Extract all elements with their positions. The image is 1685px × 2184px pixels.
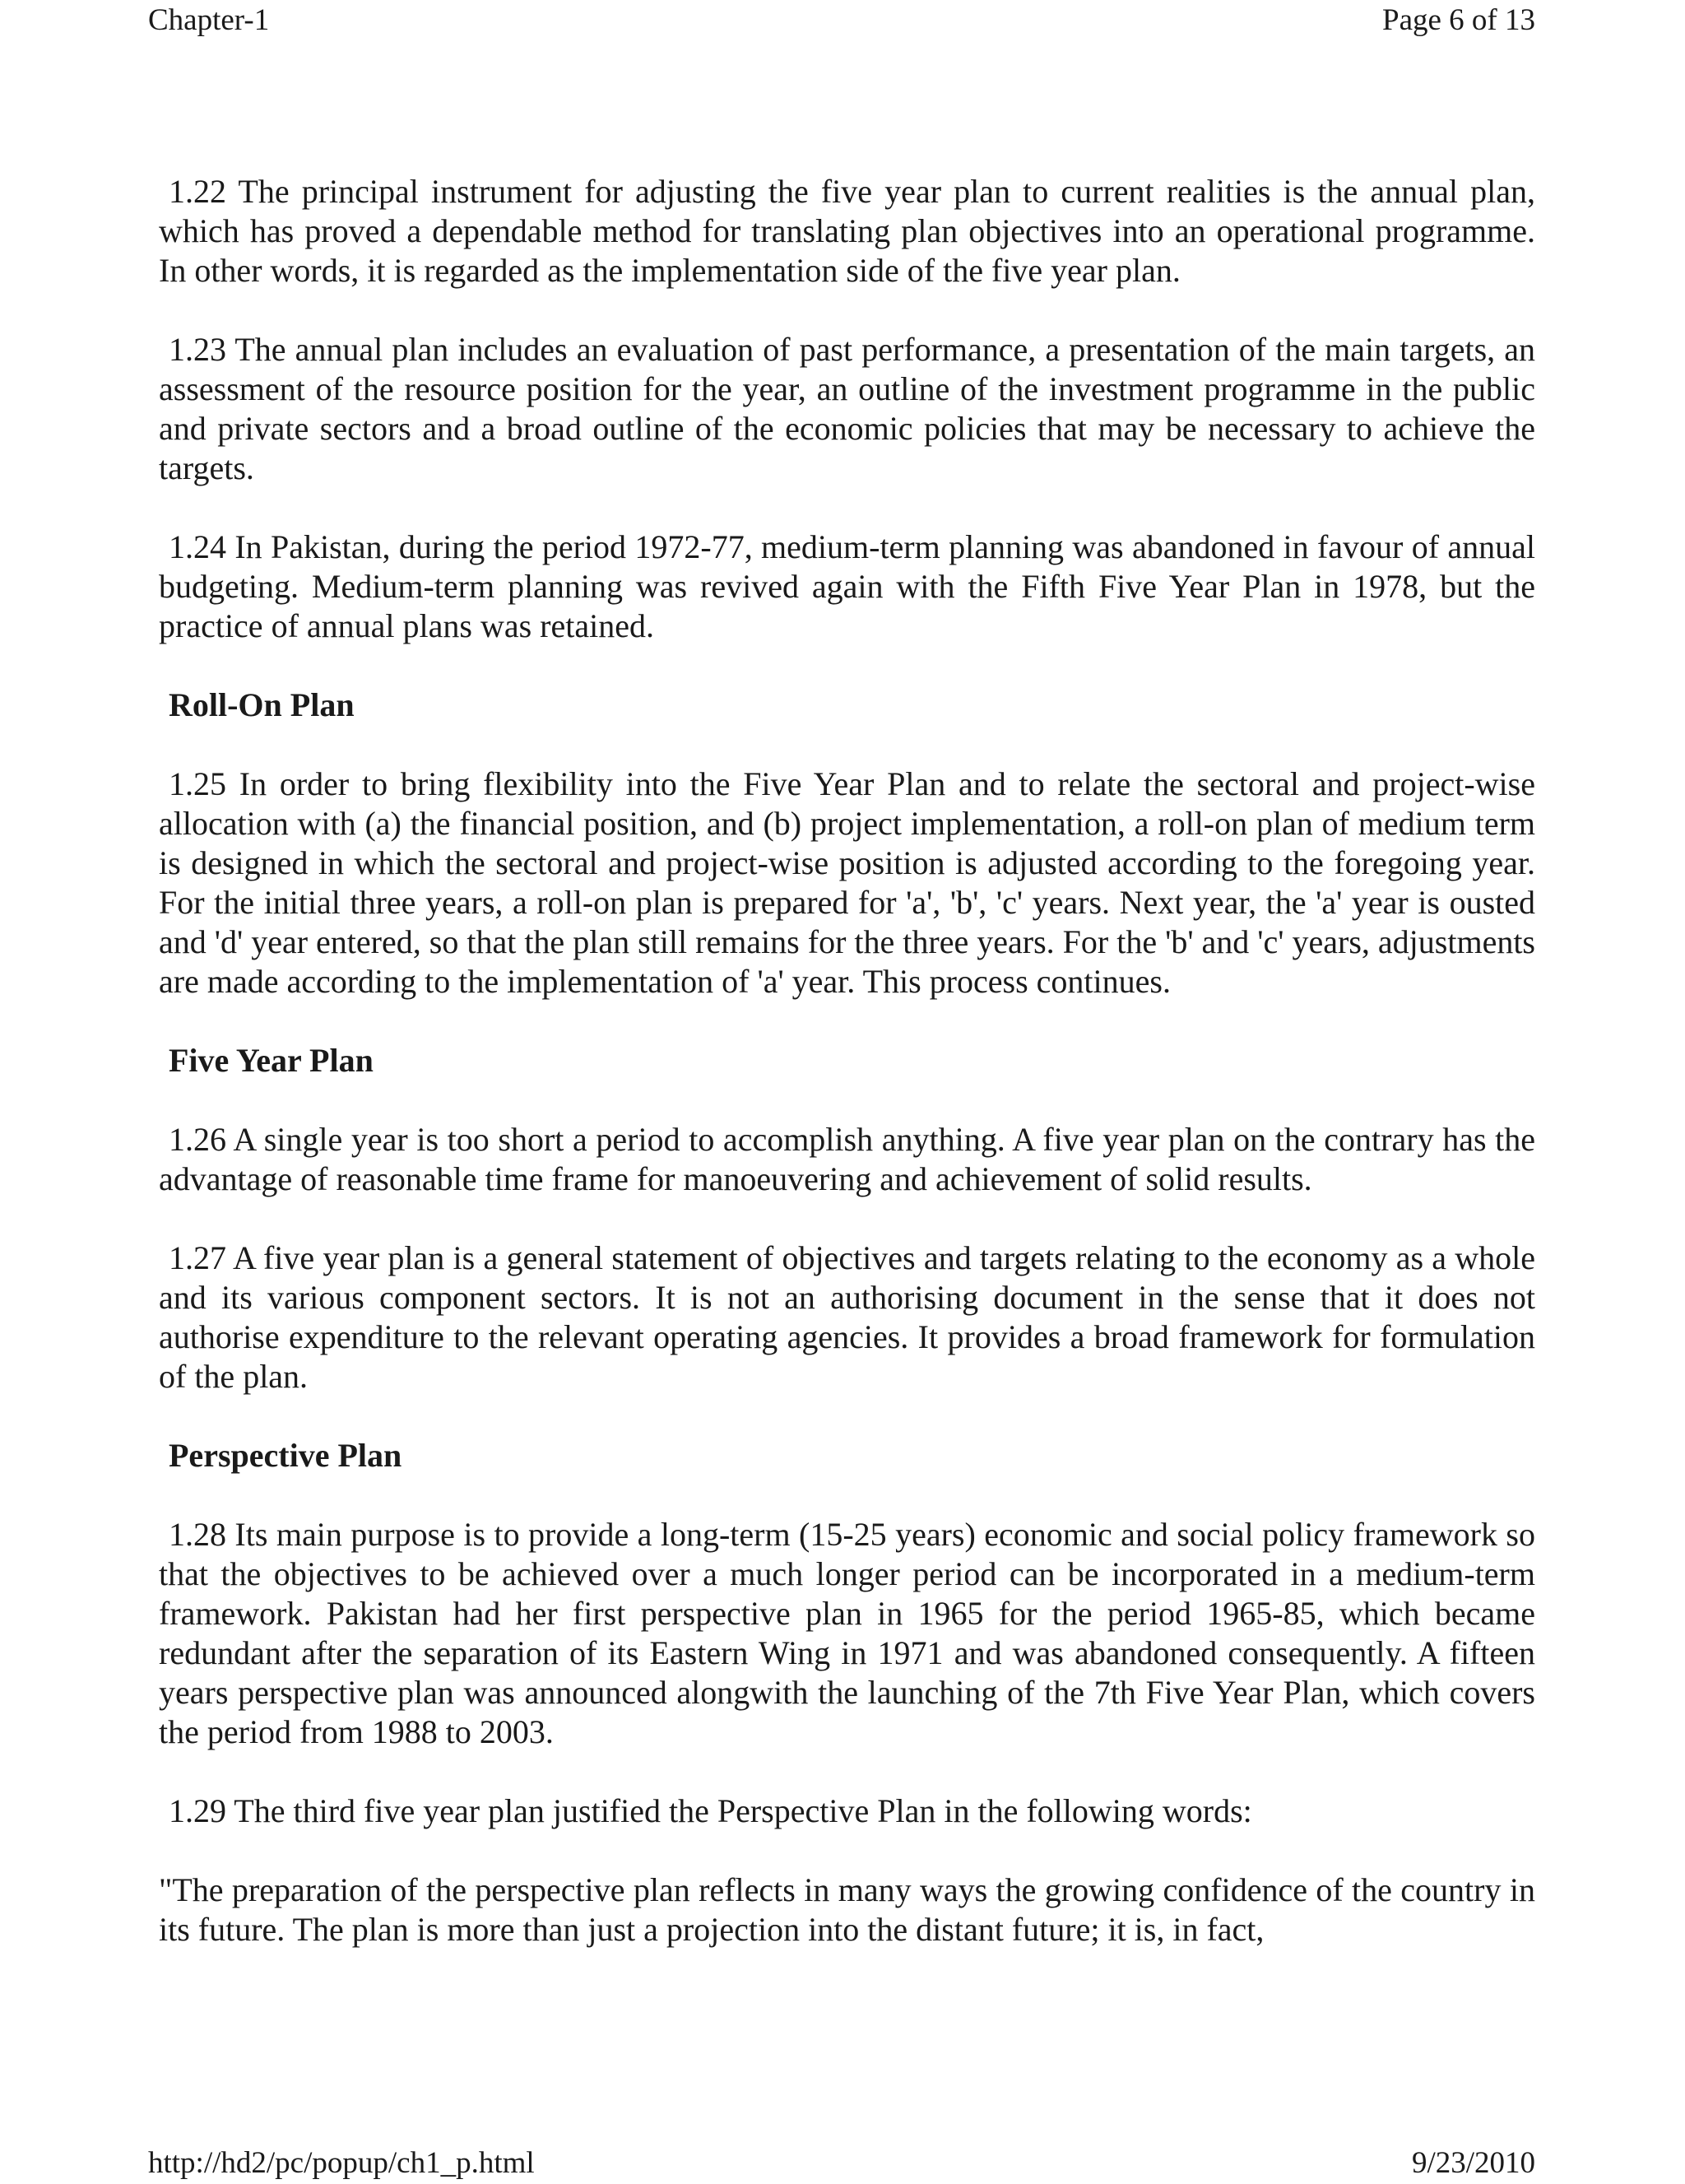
source-url: http://hd2/pc/popup/ch1_p.html	[148, 2146, 535, 2180]
paragraph-1-24: 1.24 In Pakistan, during the period 1972-77, medium-term planning was abandoned in favour of annual budgeting. Medium-term planning was revived again with the Fifth Five Year Plan in 1978, but the practice of annual plans was retained.	[159, 528, 1535, 644]
paragraph-1-25: 1.25 In order to bring flexibility into the Five Year Plan and to relate the sectoral and project-wise allocation with (a) the financial position, and (b) project implementation, a roll-on plan of medium term is designed in which the sectoral and project-wise position is adjusted according to the foregoing year. For the initial three years, a roll-on plan is prepared for 'a', 'b', 'c' years. Next year, the 'a' year is ousted and 'd' year entered, so that the plan still remains for the three years. For the 'b' and 'c' years, adjustments are made according to the implementation of 'a' year. This process continues.	[159, 765, 1535, 1000]
document-body	[159, 172, 1535, 1989]
page-number: Page 6 of 13	[1382, 3, 1535, 37]
heading-five-year-plan: Five Year Plan	[169, 1042, 374, 1079]
heading-perspective-plan: Perspective Plan	[169, 1437, 402, 1474]
paragraph-1-27: 1.27 A five year plan is a general statement of objectives and targets relating to the economy as a whole and its various component sectors. It is not an authorising document in the sense that it does not authorise expenditure to the relevant operating agencies. It provides a broad framework for formulation of the plan.	[159, 1239, 1535, 1395]
paragraph-1-28: 1.28 Its main purpose is to provide a long-term (15-25 years) economic and social policy framework so that the objectives to be achieved over a much longer period can be incorporated in a medium-term framework. Pakistan had her first perspective plan in 1965 for the period 1965-85, which became redundant after the separation of its Eastern Wing in 1971 and was abandoned consequently. A fifteen years perspective plan was announced alongwith the launching of the 7th Five Year Plan, which covers the period from 1988 to 2003.	[159, 1516, 1535, 1750]
paragraph-1-22: 1.22 The principal instrument for adjusting the five year plan to current realities is the annual plan, which has proved a dependable method for translating plan objectives into an operational programme. In other words, it is regarded as the implementation side of the five year plan.	[159, 173, 1535, 289]
quote-paragraph: "The preparation of the perspective plan reflects in many ways the growing confidence of the country in its future. The plan is more than just a projection into the distant future; it is, in fact,	[159, 1871, 1535, 1948]
page-footer	[148, 2143, 1535, 2184]
chapter-label: Chapter-1	[148, 3, 270, 37]
paragraph-1-23: 1.23 The annual plan includes an evaluation of past performance, a presentation of the main targets, an assessment of the resource position for the year, an outline of the investment programme in the public and private sectors and a broad outline of the economic policies that may be necessary to achieve the targets.	[159, 331, 1535, 486]
paragraph-1-29: 1.29 The third five year plan justified the Perspective Plan in the following words:	[169, 1792, 1252, 1829]
heading-roll-on-plan: Roll-On Plan	[169, 686, 355, 723]
paragraph-1-26: 1.26 A single year is too short a period to accomplish anything. A five year plan on the contrary has the advantage of reasonable time frame for manoeuvering and achievement of solid results.	[159, 1121, 1535, 1197]
page-header	[148, 0, 1535, 41]
print-date: 9/23/2010	[1411, 2146, 1535, 2180]
